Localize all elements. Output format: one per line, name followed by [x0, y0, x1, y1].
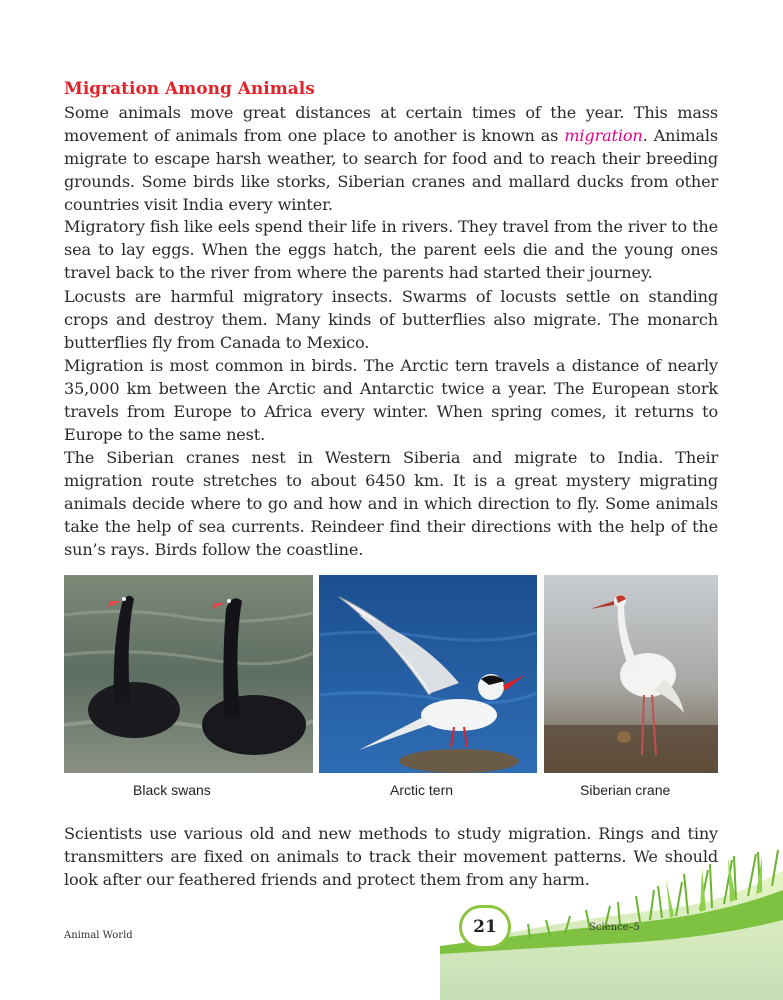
- migration-term: migration: [564, 126, 643, 145]
- paragraph-locusts: Locusts are harmful migratory insects. Swarms of locusts settle on standing crops and destroy them. Many kinds of butterflies also migrate. The monarch butterflies fly from Canada to Mexico.: [64, 287, 718, 352]
- paragraph-intro: [64, 101, 718, 216]
- caption-siberian-crane: Siberian crane: [580, 782, 671, 798]
- paragraph-intro-end: . Animals migrate to escape harsh weather, to search for food and to reach their breeding grounds. Some birds like storks, Siberian cranes and mallard ducks from other countries visit India every winter.: [64, 126, 718, 214]
- caption-black-swans: Black swans: [133, 782, 211, 798]
- page-number-badge: 21: [459, 905, 511, 949]
- siberian-crane-photo: [544, 575, 718, 773]
- footer-subject: Science–5: [589, 922, 640, 933]
- section-heading: Migration Among Animals: [64, 79, 315, 99]
- paragraph-intro-start: Some animals move great distances at certain times of the year. This mass movement of animals from one place to another is known as: [64, 103, 718, 145]
- arctic-tern-photo: [319, 575, 537, 773]
- paragraph-cranes: The Siberian cranes nest in Western Siberia and migrate to India. Their migration route stretches to about 6450 km. It is a great mystery migrating animals decide where to go and how and in which direction to fly. Some animals take the help of sea currents. Reindeer find their directions with the help of the sun’s rays. Birds follow the coastline.: [64, 448, 718, 559]
- paragraph-study-methods: Scientists use various old and new methods to study migration. Rings and tiny transmitters are fixed on animals to track their movement patterns. We should look after our feathered friends and protect them from any harm.: [64, 824, 718, 889]
- paragraph-eels: Migratory fish like eels spend their life in rivers. They travel from the river to the sea to lay eggs. When the eggs hatch, the parent eels die and the young ones travel back to the river from where the parents had started their journey.: [64, 217, 718, 282]
- paragraph-birds: Migration is most common in birds. The Arctic tern travels a distance of nearly 35,000 km between the Arctic and Antarctic twice a year. The European stork travels from Europe to Africa every winter. When spring comes, it returns to Europe to the same nest.: [64, 356, 718, 444]
- caption-arctic-tern: Arctic tern: [390, 782, 454, 798]
- footer-book-title: Animal World: [64, 930, 133, 941]
- black-swans-photo: [64, 575, 313, 773]
